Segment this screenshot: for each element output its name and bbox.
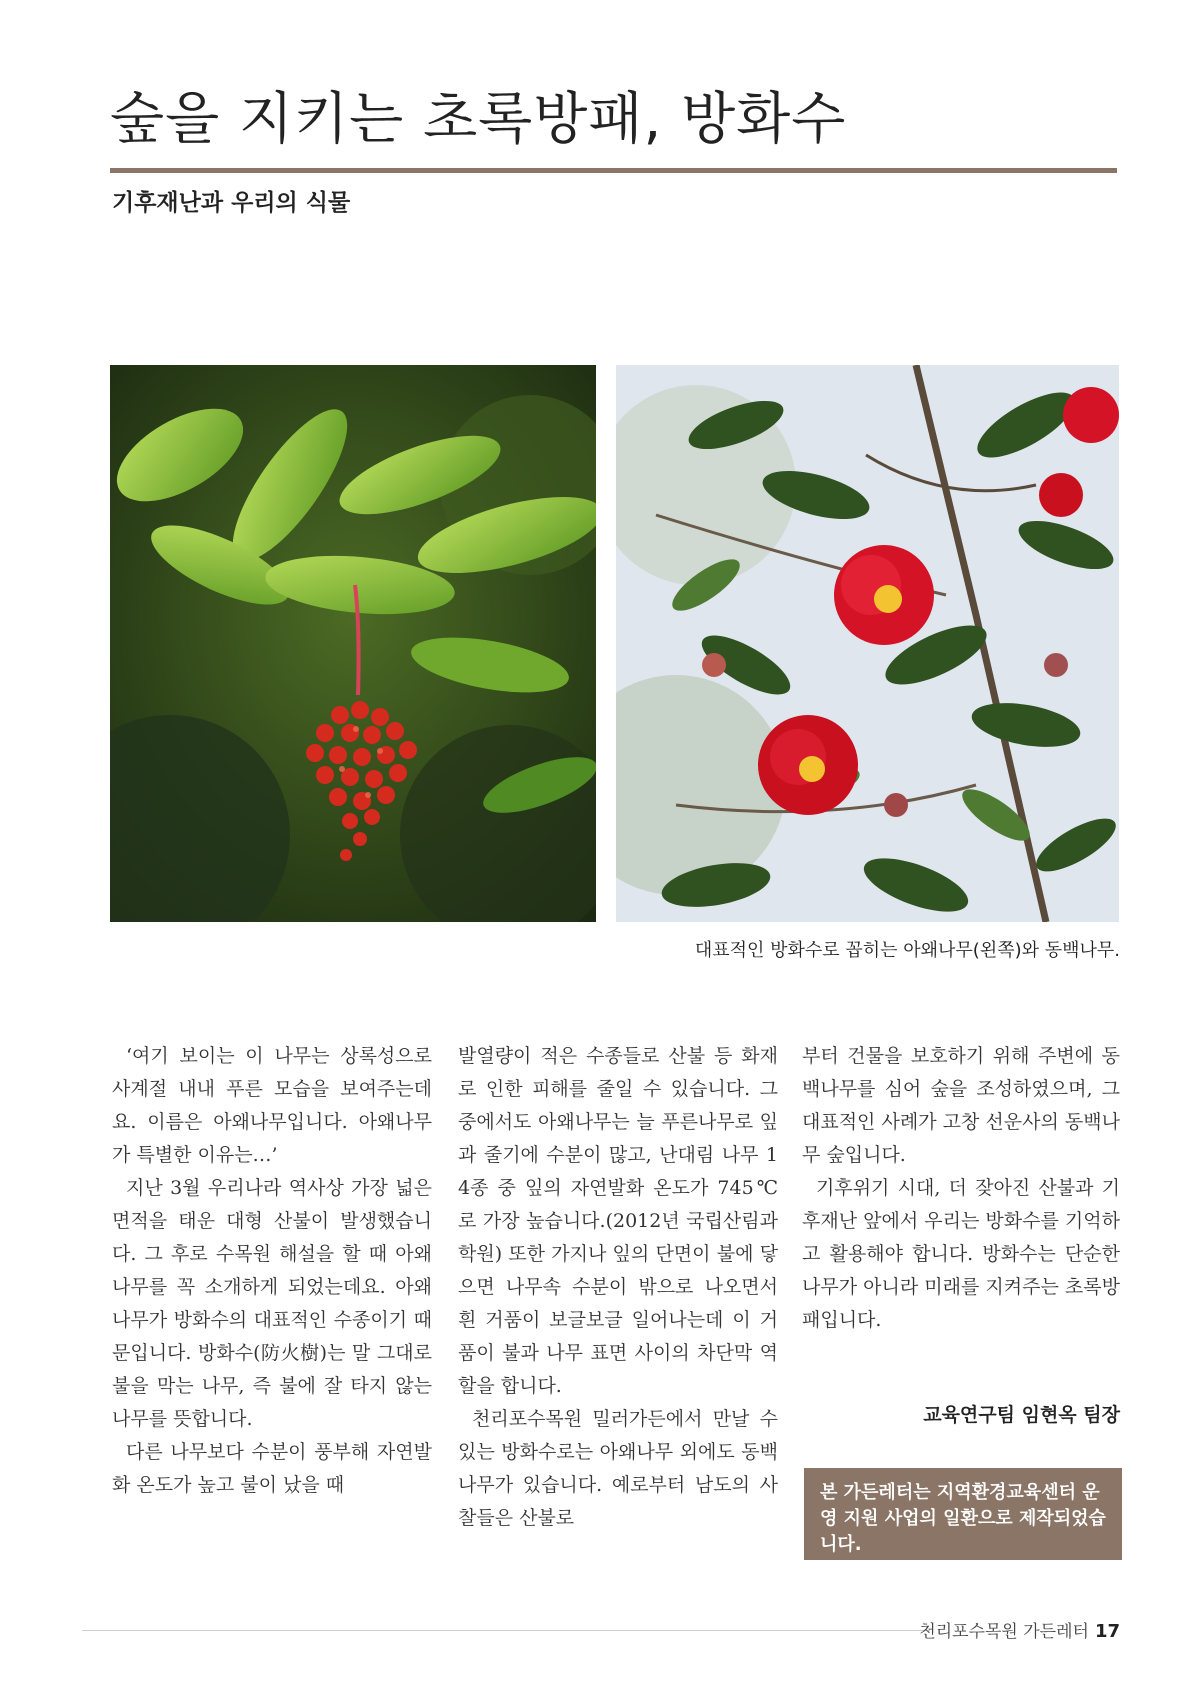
awae-tree-photo [110, 365, 596, 922]
author-credit: 교육연구팀 임현옥 팀장 [923, 1404, 1120, 1426]
body-paragraph: ‘여기 보이는 이 나무는 상록성으로 사계절 내내 푸른 모습을 보여주는데요. 이름은 아왜나무입니다. 아왜나무가 특별한 이유는…’ [112, 1045, 432, 1166]
publication-name: 천리포수목원 가든레터 [919, 1622, 1089, 1642]
body-paragraph: 발열량이 적은 수종들로 산불 등 화재로 인한 피해를 줄일 수 있습니다. 그 중에서도 아왜나무는 늘 푸른나무로 잎과 줄기에 수분이 많고, 난대림 나무 14종 중 잎의 자연발화 온도가 745℃로 가장 높습니다.(2012년 국립산림과학원) 또한 가지나 잎의 단면이 불에 닿으면 나무속 수분이 밖으로 나오면서 흰 거품이 보글보글 일어나는데 이 거품이 불과 나무 표면 사이의 차단막 역할을 합니다. [458, 1045, 778, 1397]
footer-divider [82, 1630, 930, 1631]
notice-box: 본 가든레터는 지역환경교육센터 운영 지원 사업의 일환으로 제작되었습니다. [804, 1468, 1122, 1560]
page-footer [919, 1617, 1120, 1642]
body-paragraph: 다른 나무보다 수분이 풍부해 자연발화 온도가 높고 불이 났을 때 [112, 1441, 432, 1496]
body-column-1 [112, 1040, 432, 1502]
article-title: 숲을 지키는 초록방패, 방화수 [110, 87, 847, 152]
page-number: 17 [1094, 1621, 1120, 1642]
body-paragraph: 천리포수목원 밀러가든에서 만날 수 있는 방화수로는 아왜나무 외에도 동백나무가 있습니다. 예로부터 남도의 사찰들은 산불로 [458, 1408, 778, 1529]
body-paragraph: 지난 3월 우리나라 역사상 가장 넓은 면적을 태운 대형 산불이 발생했습니다. 그 후로 수목원 해설을 할 때 아왜나무를 꼭 소개하게 되었는데요. 아왜나무가 방화수의 대표적인 수종이기 때문입니다. 방화수(防火樹)는 말 그대로 불을 막는 나무, 즉 불에 잘 타지 않는 나무를 뜻합니다. [112, 1177, 432, 1430]
body-column-2 [458, 1040, 778, 1535]
article-subtitle: 기후재난과 우리의 식물 [112, 190, 351, 216]
camellia-tree-photo [616, 365, 1119, 922]
title-divider [110, 168, 1117, 173]
body-paragraph: 부터 건물을 보호하기 위해 주변에 동백나무를 심어 숲을 조성하였으며, 그 대표적인 사례가 고창 선운사의 동백나무 숲입니다. [802, 1045, 1120, 1166]
body-column-3 [802, 1040, 1120, 1337]
body-paragraph: 기후위기 시대, 더 잦아진 산불과 기후재난 앞에서 우리는 방화수를 기억하고 활용해야 합니다. 방화수는 단순한 나무가 아니라 미래를 지켜주는 초록방패입니다. [802, 1177, 1120, 1331]
photo-caption: 대표적인 방화수로 꼽히는 아왜나무(왼쪽)와 동백나무. [694, 940, 1120, 961]
